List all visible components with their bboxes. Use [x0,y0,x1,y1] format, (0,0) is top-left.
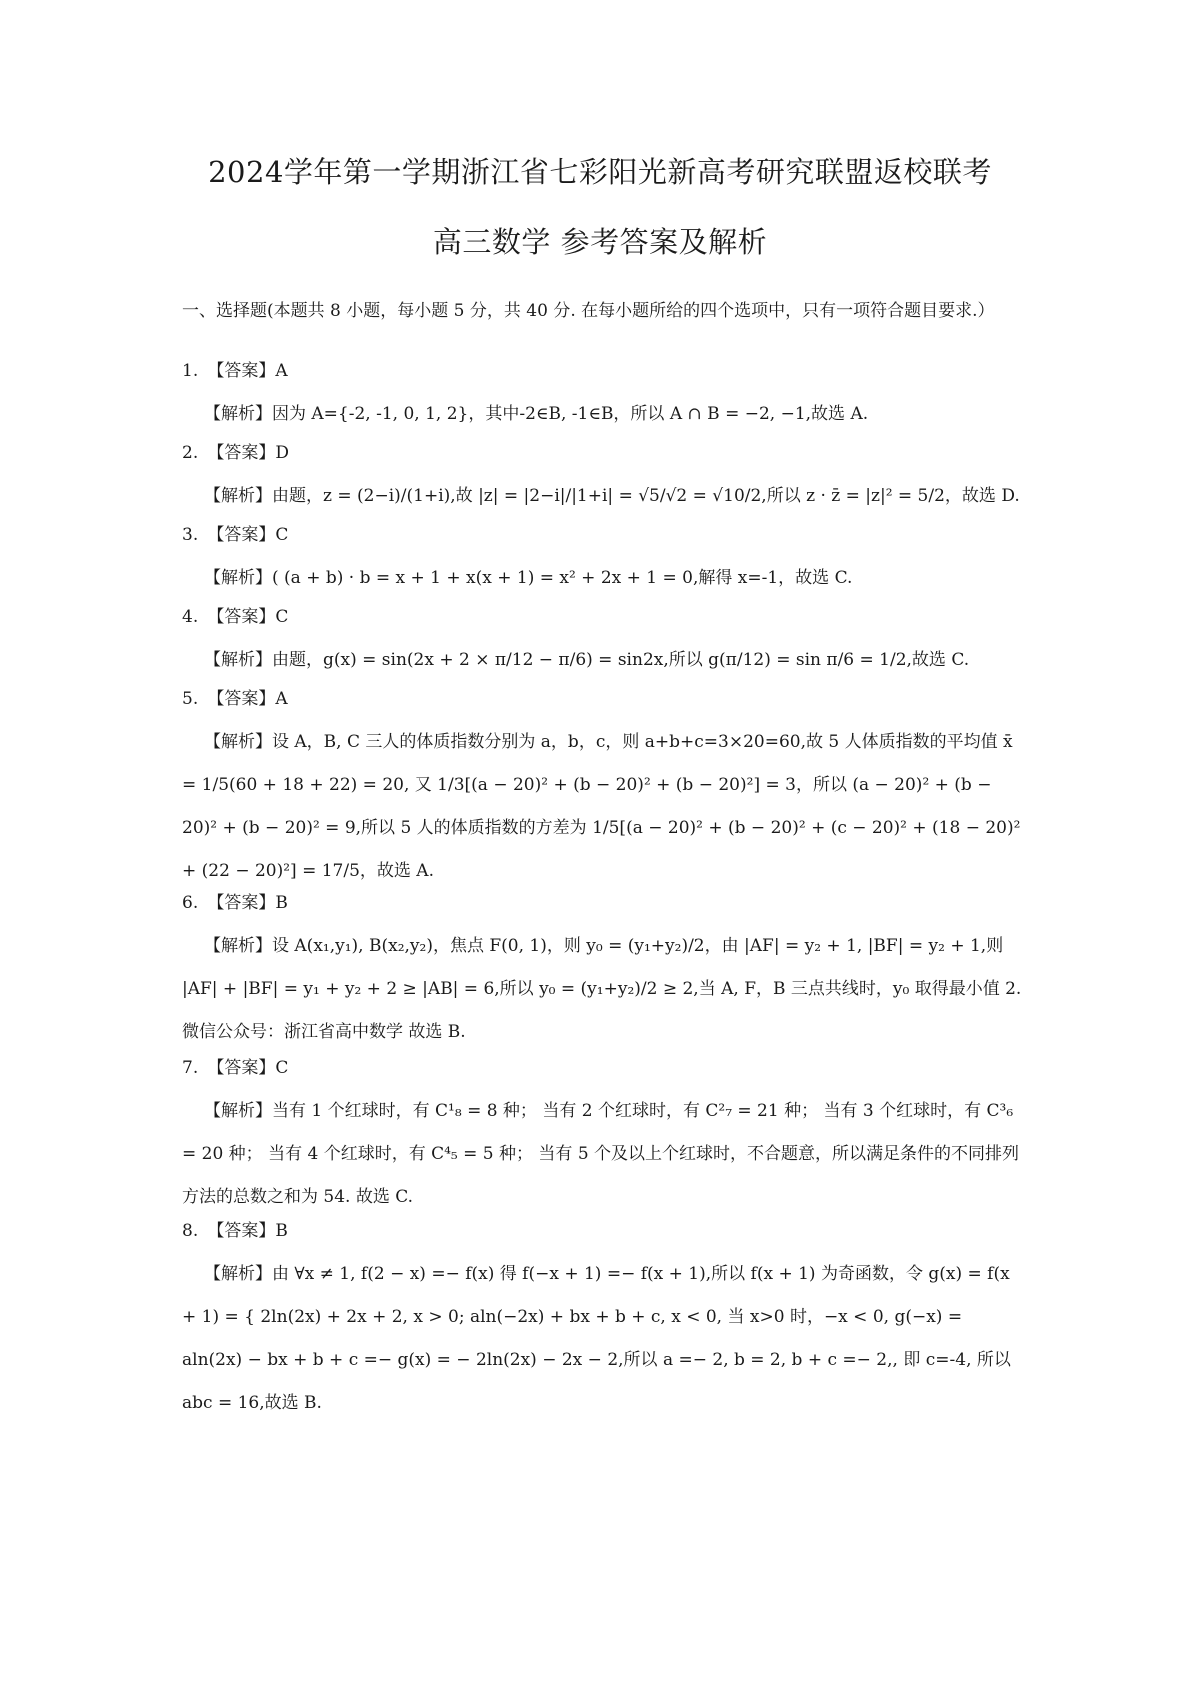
question-4 [182,596,1024,682]
explanation-text: 【解析】当有 1 个红球时，有 C¹₈ = 8 种； 当有 2 个红球时，有 C²₇ = 21 种； 当有 3 个红球时，有 C³₆ = 20 种； 当有 4 个红球时，有 C⁴₅ = 5 种； 当有 5 个及以上个红球时，不合题意，所以满足条件的不同排列方法的总数之和为 54. 故选 C. [182,1101,1020,1207]
question-8 [182,1210,1024,1425]
section-heading: 一、选择题(本题共 8 小题，每小题 5 分，共 40 分. 在每小题所给的四个选项中，只有一项符合题目要求.） [182,301,995,321]
question-number: 4. [182,607,199,627]
explanation-text: 【解析】由题，z = (2−i)/(1+i),故 |z| = |2−i|/|1+i| = √5/√2 = √10/2,所以 z · z̄ = |z|² = 5/2，故选 D. [204,486,1020,506]
question-number: 2. [182,443,199,463]
answer-line [182,678,1024,721]
question-number: 1. [182,361,199,381]
answer-line [182,882,1024,925]
question-number: 7. [182,1058,199,1078]
explanation-text: 【解析】由题，g(x) = sin(2x + 2 × π/12 − π/6) = sin2x,所以 g(π/12) = sin π/6 = 1/2,故选 C. [204,650,970,670]
answer-line [182,1210,1024,1253]
answer-text: 【答案】A [207,689,288,709]
document-title: 2024学年第一学期浙江省七彩阳光新高考研究联盟返校联考 [208,155,992,189]
answer-text: 【答案】A [207,361,288,381]
question-number: 6. [182,893,199,913]
document-subtitle: 高三数学 参考答案及解析 [432,225,768,259]
question-number: 5. [182,689,199,709]
answer-line [182,432,1024,475]
explanation-text: 【解析】因为 A={-2, -1, 0, 1, 2}，其中-2∈B, -1∈B，所以 A ∩ B = −2, −1,故选 A. [204,404,869,424]
explanation-text: 【解析】( (a + b) · b = x + 1 + x(x + 1) = x² + 2x + 1 = 0,解得 x=-1，故选 C. [204,568,853,588]
answer-line [182,596,1024,639]
answer-text: 【答案】C [207,525,289,545]
answer-text: 【答案】B [207,1221,288,1241]
answer-text: 【答案】C [207,1058,289,1078]
answer-line [182,350,1024,393]
question-number: 8. [182,1221,199,1241]
question-2 [182,432,1024,518]
question-number: 3. [182,525,199,545]
question-7 [182,1047,1024,1219]
answer-text: 【答案】C [207,607,289,627]
answer-line [182,514,1024,557]
explanation-text: 【解析】设 A(x₁,y₁), B(x₂,y₂)，焦点 F(0, 1)，则 y₀ = (y₁+y₂)/2，由 |AF| = y₂ + 1, |BF| = y₂ + 1,则 |AF| + |BF| = y₁ + y₂ + 2 ≥ |AB| = 6,所以 y₀ = (y₁+y₂)/2 ≥ 2,当 A, F，B 三点共线时，y₀ 取得最小值 2. 微信公众号：浙江省高中数学 故选 B. [182,936,1022,1042]
answer-text: 【答案】D [207,443,290,463]
explanation-text: 【解析】设 A，B, C 三人的体质指数分别为 a，b，c，则 a+b+c=3×20=60,故 5 人体质指数的平均值 x̄ = 1/5(60 + 18 + 22) = 20, 又 1/3[(a − 20)² + (b − 20)² + (b − 20)²] = 3，所以 (a − 20)² + (b − 20)² + (b − 20)² = 9,所以 5 人的体质指数的方差为 1/5[(a − 20)² + (b − 20)² + (c − 20)² + (18 − 20)² + (22 − 20)²] = 17/5，故选 A. [182,732,1021,881]
question-1 [182,350,1024,436]
question-3 [182,514,1024,600]
question-6 [182,882,1024,1054]
answer-text: 【答案】B [207,893,288,913]
answer-line [182,1047,1024,1090]
explanation-text: 【解析】由 ∀x ≠ 1, f(2 − x) =− f(x) 得 f(−x + 1) =− f(x + 1),所以 f(x + 1) 为奇函数，令 g(x) = f(x + 1) = { 2ln(2x) + 2x + 2, x > 0; aln(−2x) + bx + b + c, x < 0, 当 x>0 时，−x < 0, g(−x) = aln(2x) − bx + b + c =− g(x) = − 2ln(2x) − 2x − 2,所以 a =− 2, b = 2, b + c =− 2,, 即 c=-4, 所以 abc = 16,故选 B. [182,1264,1011,1413]
question-5 [182,678,1024,893]
